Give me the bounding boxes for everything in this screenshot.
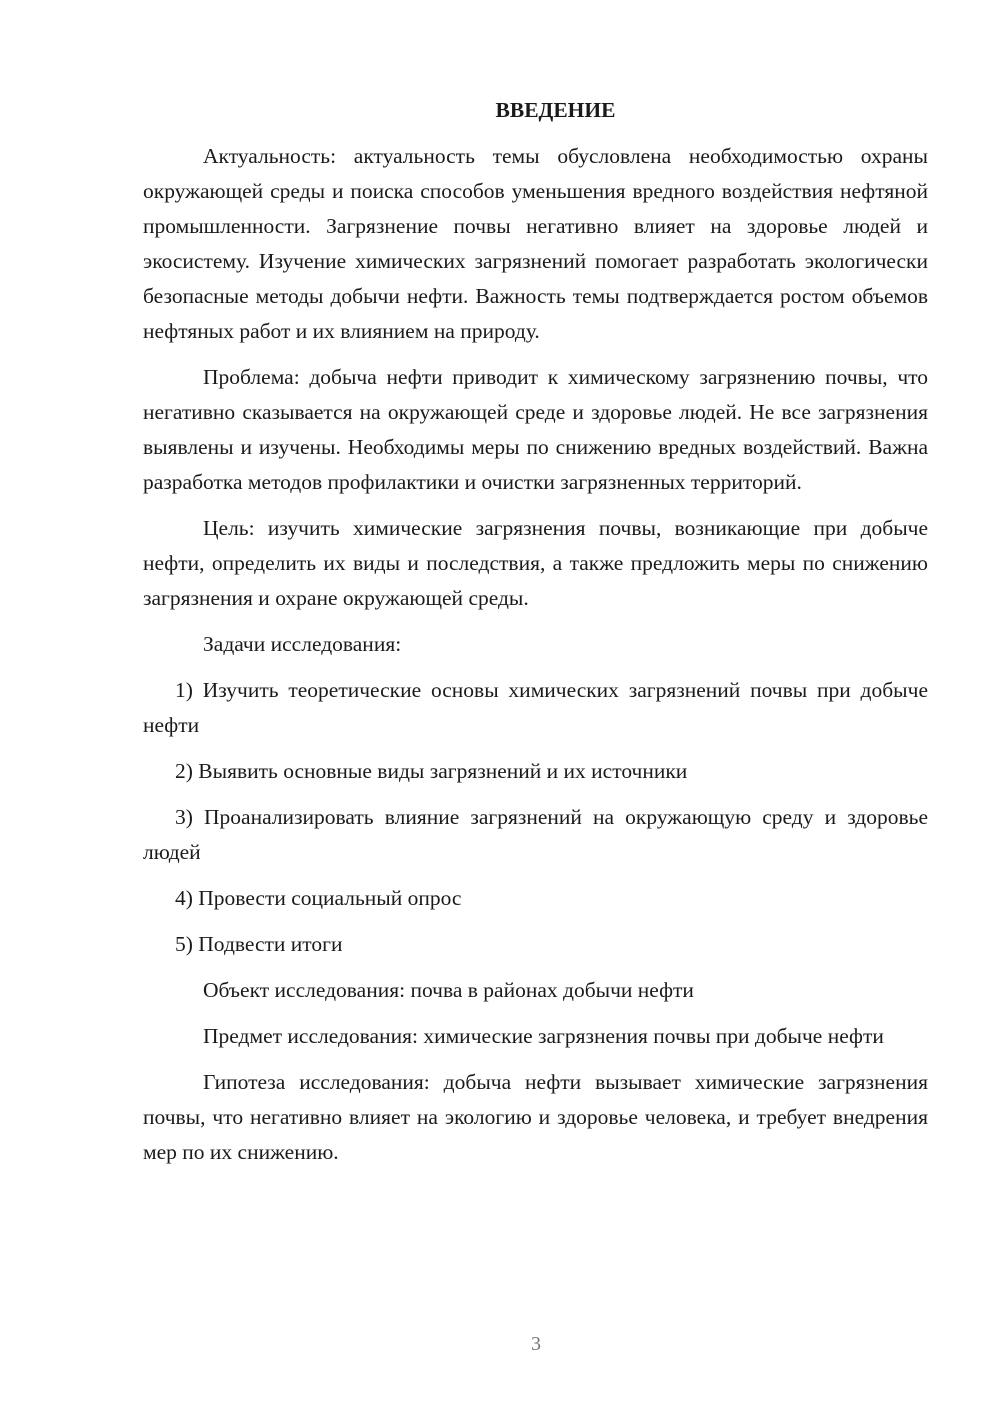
object-paragraph: Объект исследования: почва в районах добычи нефти xyxy=(203,978,694,1002)
task-item-2: 2) Выявить основные виды загрязнений и их источники xyxy=(175,759,688,783)
problem-paragraph: Проблема: добыча нефти приводит к химическому загрязнению почвы, что негативно сказывается на окружающей среде и здоровье людей. Не все загрязнения выявлены и изучены. Необходимы меры по снижению вредных воздействий. Важна разработка методов профилактики и очистки загрязненных территорий. xyxy=(143,365,928,494)
hypothesis-paragraph: Гипотеза исследования: добыча нефти вызывает химические загрязнения почвы, что негативно влияет на экологию и здоровье человека, и требует внедрения мер по их снижению. xyxy=(143,1070,928,1164)
tasks-title: Задачи исследования: xyxy=(203,632,402,656)
relevance-paragraph: Актуальность: актуальность темы обусловлена необходимостью охраны окружающей среды и поиска способов уменьшения вредного воздействия нефтяной промышленности. Загрязнение почвы негативно влияет на здоровье людей и экосистему. Изучение химических загрязнений помогает разработать экологически безопасные методы добычи нефти. Важность темы подтверждается ростом объемов нефтяных работ и их влиянием на природу. xyxy=(143,144,928,343)
task-item-5: 5) Подвести итоги xyxy=(175,932,343,956)
goal-paragraph: Цель: изучить химические загрязнения почвы, возникающие при добыче нефти, определить их виды и последствия, а также предложить меры по снижению загрязнения и охране окружающей среды. xyxy=(143,516,928,610)
subject-paragraph: Предмет исследования: химические загрязнения почвы при добыче нефти xyxy=(203,1024,884,1048)
task-item-4: 4) Провести социальный опрос xyxy=(175,886,462,910)
task-item-1: 1) Изучить теоретические основы химических загрязнений почвы при добыче нефти xyxy=(143,678,928,737)
page-content xyxy=(143,93,928,1181)
page-number: 3 xyxy=(531,1333,541,1355)
task-item-3: 3) Проанализировать влияние загрязнений на окружающую среду и здоровье людей xyxy=(143,805,928,864)
section-heading: ВВЕДЕНИЕ xyxy=(495,98,616,122)
